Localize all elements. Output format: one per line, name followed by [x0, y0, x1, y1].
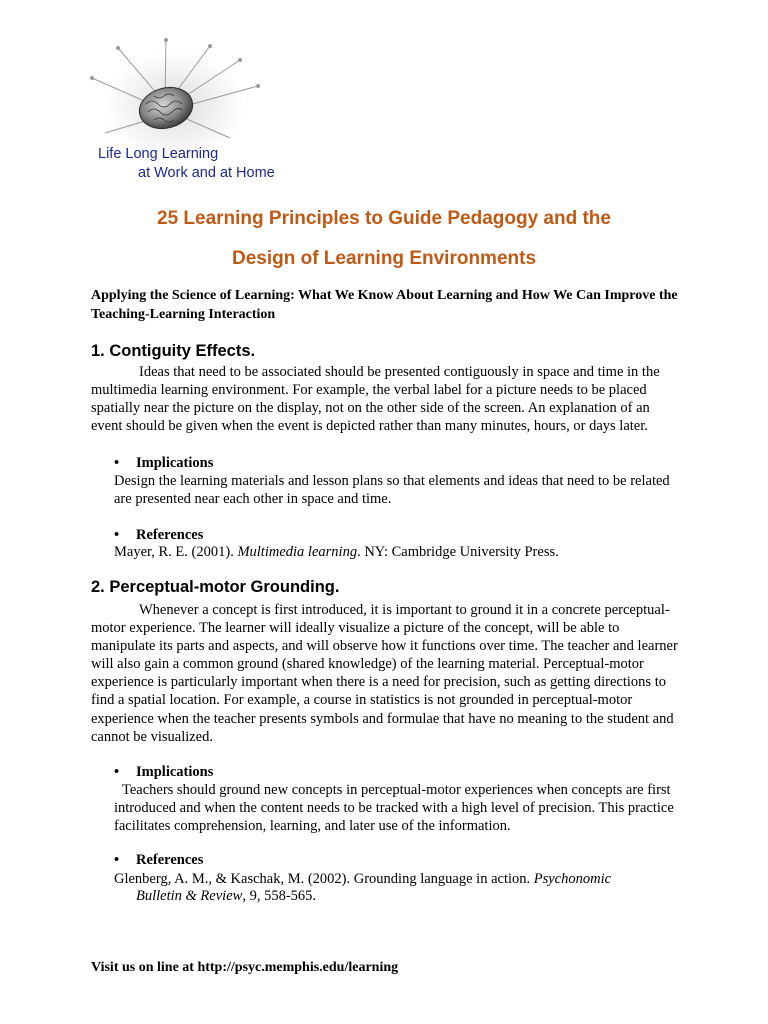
page-title-line2: Design of Learning Environments: [231, 248, 537, 269]
subtitle: Applying the Science of Learning: What We Know About Learning and How We Can Improve the Teaching-Learning Interaction: [91, 288, 678, 322]
footer-link[interactable]: Visit us on line at http://psyc.memphis.edu/learning: [91, 960, 399, 975]
references-label: References: [136, 527, 204, 543]
implications-text: Design the learning materials and lesson plans so that elements and ideas that need to be related are presented near each other in space and time.: [114, 473, 670, 508]
section-paragraph: [91, 363, 681, 435]
reference-text: Mayer, R. E. (2001).: [114, 544, 238, 560]
references-heading: • References: [114, 852, 204, 868]
reference-volume: , 9, 558-565.: [242, 888, 317, 904]
page-title-line1: 25 Learning Principles to Guide Pedagogy and the: [157, 208, 611, 229]
reference-title: Multimedia learning: [237, 544, 358, 560]
implications-label: Implications: [136, 455, 214, 471]
reference-journal: Psychonomic: [533, 871, 612, 887]
references-label: References: [136, 852, 204, 868]
logo: [70, 38, 315, 190]
reference-text: Glenberg, A. M., & Kaschak, M. (2002). Grounding language in action.: [114, 871, 534, 887]
implications-text: Teachers should ground new concepts in perceptual-motor experiences when concepts are first introduced and when the content needs to be tracked with a high level of precision. This practice facilitates comprehension, learning, and later use of the information.: [114, 782, 674, 835]
reference-entry: [114, 870, 674, 888]
reference-entry-line2: [136, 888, 316, 905]
logo-text-line2: at Work and at Home: [138, 165, 275, 181]
implications-heading: • Implications: [114, 455, 214, 471]
reference-journal-cont: Bulletin & Review: [136, 888, 243, 904]
section-heading: 1. Contiguity Effects.: [91, 342, 256, 360]
references-heading: • References: [114, 527, 204, 543]
reference-publisher: . NY: Cambridge University Press.: [357, 544, 559, 560]
implications-label: Implications: [136, 764, 214, 780]
implications-heading: • Implications: [114, 764, 214, 780]
paragraph-text: Whenever a concept is first introduced, it is important to ground it in a concrete perceptual-motor experience. The learner will ideally visualize a picture of the concept, will be able to manipulate its parts and aspects, and will observe how it functions over time. The teacher and learner will also gain a common ground (shared knowledge) of the learning material. Perceptual-motor experience is particularly important when there is a need for precision, such as getting directions to find a spatial location. For example, a course in statistics is not grounded in perceptual-motor experience when the teacher presents symbols and formulae that have no meaning to the student and cannot be visualized.: [91, 602, 678, 745]
section-paragraph: [91, 601, 681, 746]
paragraph-text: Ideas that need to be associated should be presented contiguously in space and time in the multimedia learning environment. For example, the verbal label for a picture needs to be placed spatially near the picture on the display, not on the other side of the screen. An explanation of an event should be given when the event is depicted rather than many minutes, hours, or days later.: [91, 364, 660, 435]
section-heading: 2. Perceptual-motor Grounding.: [91, 578, 340, 596]
reference-entry: [114, 543, 674, 561]
logo-text-line1: Life Long Learning: [98, 146, 219, 162]
